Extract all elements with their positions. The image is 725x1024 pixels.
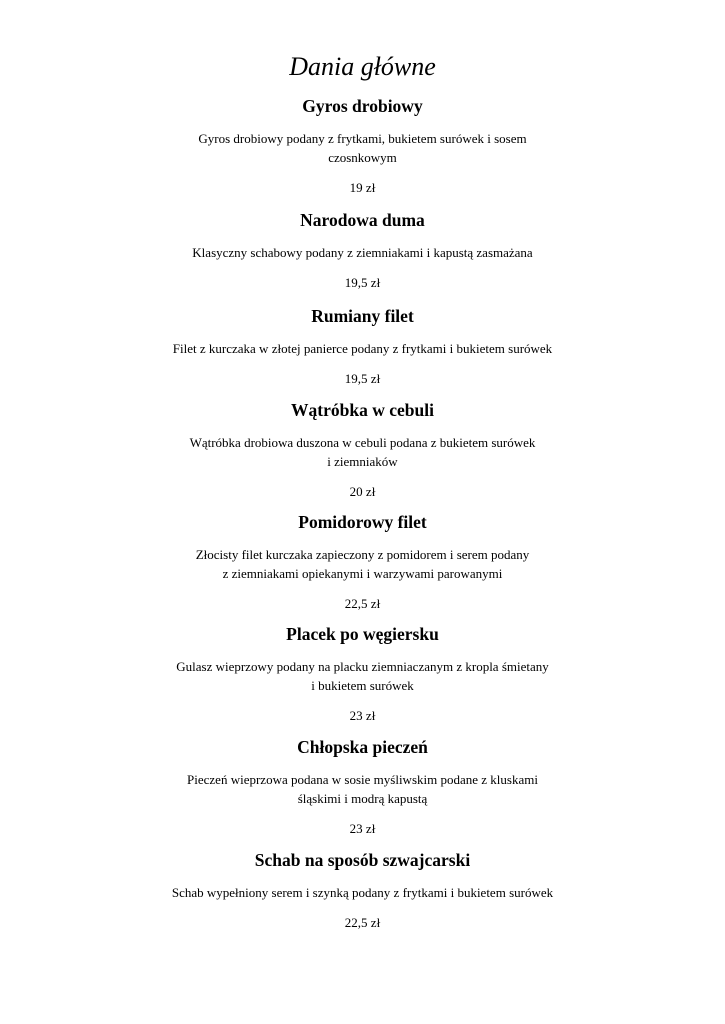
dish-description [63, 883, 663, 902]
dish-description-line: i ziemniaków [327, 454, 398, 469]
dish-description [63, 339, 663, 358]
menu-item-chlopska-pieczen [0, 735, 725, 838]
dish-description-line: Gulasz wieprzowy podany na placku ziemniaczanym z kropla śmietany [176, 659, 549, 674]
dish-description-line: Schab wypełniony serem i szynką podany z frytkami i bukietem surówek [171, 885, 554, 900]
dish-price: 19,5 zł [344, 275, 381, 290]
dish-price: 19 zł [349, 180, 376, 195]
dish-description [63, 433, 663, 471]
dish-price: 23 zł [349, 708, 376, 723]
dish-description-line: Pieczeń wieprzowa podana w sosie myśliwskim podane z kluskami [187, 772, 538, 787]
dish-name: Rumiany filet [311, 306, 414, 326]
dish-description [63, 243, 663, 262]
menu-item-placek-po-wegiersku [0, 622, 725, 725]
dish-name: Pomidorowy filet [298, 512, 427, 532]
dish-name: Placek po węgiersku [286, 624, 439, 644]
dish-description-line: śląskimi i modrą kapustą [297, 791, 428, 806]
dish-name: Narodowa duma [300, 210, 425, 230]
dish-description-line: Złocisty filet kurczaka zapieczony z pomidorem i serem podany [195, 547, 530, 562]
dish-description-line: Klasyczny schabowy podany z ziemniakami i kapustą zasmażana [192, 245, 533, 260]
dish-price: 20 zł [349, 484, 376, 499]
dish-description-line: Gyros drobiowy podany z frytkami, bukietem surówek i sosem [198, 131, 527, 146]
page-title: Dania główne [289, 52, 436, 81]
dish-name: Schab na sposób szwajcarski [254, 850, 471, 870]
menu-item-narodowa-duma [0, 208, 725, 292]
dish-description-line: Filet z kurczaka w złotej panierce podany z frytkami i bukietem surówek [172, 341, 553, 356]
menu-item-rumiany-filet [0, 304, 725, 388]
menu-item-watrobka-w-cebuli [0, 398, 725, 501]
dish-name: Chłopska pieczeń [297, 737, 428, 757]
dish-price: 19,5 zł [344, 371, 381, 386]
menu-item-pomidorowy-filet [0, 510, 725, 613]
dish-name: Wątróbka w cebuli [291, 400, 434, 420]
dish-price: 23 zł [349, 821, 376, 836]
dish-name: Gyros drobiowy [302, 96, 423, 116]
dish-price: 22,5 zł [344, 915, 381, 930]
dish-description-line: czosnkowym [328, 150, 397, 165]
menu-item-schab-na-sposob-szwajcarski [0, 848, 725, 932]
dish-description-line: i bukietem surówek [311, 678, 414, 693]
dish-description [63, 545, 663, 583]
dish-description-line: Wątróbka drobiowa duszona w cebuli podana z bukietem surówek [189, 435, 536, 450]
dish-description [63, 129, 663, 167]
menu-item-gyros-drobiowy [0, 94, 725, 197]
dish-description [63, 657, 663, 695]
dish-description-line: z ziemniakami opiekanymi i warzywami parowanymi [222, 566, 503, 581]
dish-price: 22,5 zł [344, 596, 381, 611]
dish-description [63, 770, 663, 808]
